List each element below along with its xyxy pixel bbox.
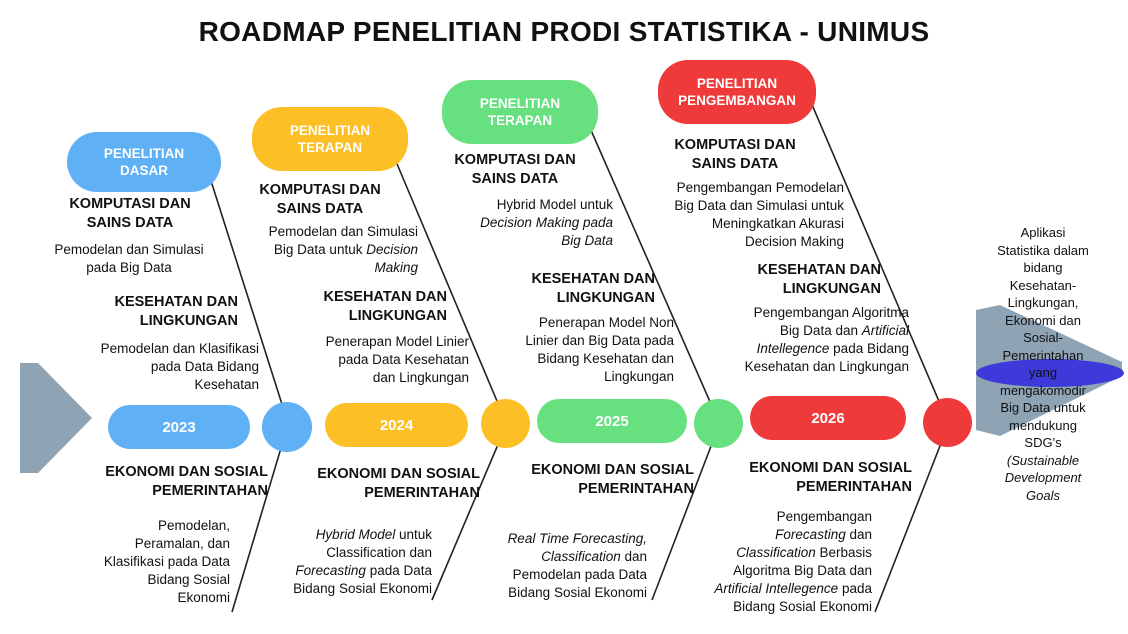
- stage2-bottom-text-line2: Classification dan: [326, 545, 432, 560]
- stage3-bottom-text-line3: Pemodelan pada Data: [512, 567, 647, 582]
- stage2-top-text-2: [270, 333, 469, 387]
- stage4-label-line2: PENGEMBANGAN: [678, 93, 796, 108]
- stage2-year-pill: 2024: [325, 403, 468, 447]
- stage1-top-heading-2-line1: KESEHATAN DAN: [114, 294, 238, 310]
- outcome-text: [978, 224, 1108, 504]
- stage4-top-heading-1-line1: KOMPUTASI DAN: [674, 137, 796, 153]
- stage3-bottom-text-line2a: Classification: [541, 549, 621, 564]
- outcome-line7: Sosial-: [1023, 330, 1063, 345]
- stage4-bottom-heading-line2: PEMERINTAHAN: [796, 479, 912, 495]
- stage2-top-text-2-line3: dan Lingkungan: [372, 370, 469, 385]
- stage4-top-text-1-line1: Pengembangan Pemodelan: [676, 180, 844, 195]
- stage1-year-pill: 2023: [108, 405, 250, 449]
- stage3-top-text-1-line1: Hybrid Model untuk: [496, 197, 613, 212]
- stage1-top-text-1-line1: Pemodelan dan Simulasi: [54, 242, 204, 257]
- stage4-label-line1: PENELITIAN: [696, 76, 778, 91]
- stage1-top-heading-1-line2: SAINS DATA: [86, 215, 174, 231]
- stage3-top-text-2-line3: Bidang Kesehatan dan: [537, 351, 674, 366]
- stage3-top-text-2-line4: Lingkungan: [604, 369, 674, 384]
- stage2-top-text-1-line2b: Decision: [366, 242, 418, 257]
- stage3-top-text-1-line3: Big Data: [561, 233, 613, 248]
- stage4-top-heading-1-line2: SAINS DATA: [691, 156, 779, 172]
- stage2-bottom-text-line3a: Forecasting: [295, 563, 366, 578]
- stage2-top-heading-2-line2: LINGKUNGAN: [348, 308, 447, 324]
- stage1-top-text-2-line3: Kesehatan: [194, 377, 259, 392]
- stage1-bottom-heading: [40, 463, 268, 501]
- stage2-dot: [481, 399, 530, 448]
- stage1-top-heading-1-line1: KOMPUTASI DAN: [69, 196, 191, 212]
- stage2-bottom-text-line4: Bidang Sosial Ekonomi: [293, 581, 432, 596]
- stage2-bottom-heading-line1: EKONOMI DAN SOSIAL: [317, 466, 480, 482]
- outcome-line11: Big Data untuk: [1000, 400, 1086, 415]
- stage4-bottom-heading-line1: EKONOMI DAN SOSIAL: [749, 460, 912, 476]
- stage1-bottom-text: [40, 517, 230, 607]
- stage1-top-heading-1: [50, 195, 210, 233]
- stage1-label-line1: PENELITIAN: [103, 146, 185, 161]
- stage3-dot: [694, 399, 743, 448]
- outcome-line8: Pemerintahan: [1002, 347, 1084, 363]
- stage1-label-pill: [67, 132, 221, 192]
- stage4-bottom-text: [660, 508, 872, 616]
- bone-line-stage4-bottom: [875, 428, 947, 612]
- stage1-bottom-text-line5: Ekonomi: [177, 590, 230, 605]
- stage3-top-text-2: [470, 314, 674, 386]
- stage2-top-text-2-line1: Penerapan Model Linier: [325, 334, 469, 349]
- stage4-bottom-text-line5a: Artificial Intellegence: [714, 581, 839, 596]
- outcome-line12: mendukung: [1009, 417, 1077, 433]
- stage2-top-text-1-line2a: Big Data untuk: [273, 242, 367, 257]
- outcome-line13: SDG's: [1024, 435, 1062, 450]
- stage1-top-text-1-line2: pada Big Data: [86, 260, 172, 275]
- stage1-bottom-heading-line1: EKONOMI DAN SOSIAL: [105, 464, 268, 480]
- stage2-top-text-2-line2: pada Data Kesehatan: [338, 352, 469, 367]
- stage4-dot: [923, 398, 972, 447]
- stage2-top-heading-1: [240, 181, 400, 219]
- stage1-bottom-text-line4: Bidang Sosial: [147, 572, 230, 587]
- stage1-bottom-text-line1: Pemodelan,: [157, 518, 230, 533]
- stage1-top-text-2: [40, 340, 259, 394]
- outcome-line1: Aplikasi: [1020, 225, 1066, 240]
- stage3-label-line2: TERAPAN: [487, 113, 553, 128]
- stage3-bottom-text-line4: Bidang Sosial Ekonomi: [508, 585, 647, 600]
- stage2-top-heading-2-line1: KESEHATAN DAN: [323, 289, 447, 305]
- stage4-top-text-2-line1: Pengembangan Algoritma: [753, 305, 909, 320]
- stage3-top-heading-1-line2: SAINS DATA: [471, 171, 559, 187]
- stage2-label-line2: TERAPAN: [297, 140, 363, 155]
- stage1-top-text-1: [24, 241, 234, 277]
- stage3-top-text-1: [420, 196, 613, 250]
- stage3-label-pill: [442, 80, 598, 144]
- stage4-top-text-2-line3a: Intellegence: [756, 341, 830, 356]
- stage4-top-text-2-line4: Kesehatan dan Lingkungan: [744, 359, 909, 374]
- stage1-top-text-2-line1: Pemodelan dan Klasifikasi: [100, 341, 259, 356]
- outcome-line14a: (: [1006, 452, 1012, 468]
- outcome-line10: mengakomodir: [1000, 382, 1086, 398]
- outcome-line16: Goals: [1026, 487, 1060, 503]
- stage2-bottom-heading: [270, 465, 480, 503]
- stage4-bottom-heading: [700, 459, 912, 497]
- stage2-top-text-1-line3: Making: [374, 260, 418, 275]
- stage3-top-text-2-line2: Linier dan Big Data pada: [525, 333, 674, 348]
- stage3-top-text-1-line2: Decision Making pada: [480, 215, 613, 230]
- stage4-top-text-2-line3b: pada Bidang: [829, 341, 909, 356]
- stage4-top-heading-1: [655, 136, 815, 174]
- stage3-bottom-heading-line1: EKONOMI DAN SOSIAL: [531, 462, 694, 478]
- stage4-top-heading-2-line1: KESEHATAN DAN: [757, 262, 881, 278]
- stage3-bottom-heading: [480, 461, 694, 499]
- stage2-top-text-1-line1: Pemodelan dan Simulasi: [268, 224, 418, 239]
- stage3-year-pill: 2025: [537, 399, 687, 443]
- stage3-label-line1: PENELITIAN: [479, 96, 561, 111]
- stage3-bottom-heading-line2: PEMERINTAHAN: [578, 481, 694, 497]
- stage1-bottom-text-line2: Peramalan, dan: [134, 536, 230, 551]
- stage3-bottom-text-line1: Real Time Forecasting,: [507, 531, 647, 546]
- stage2-bottom-text-line1b: untuk: [395, 527, 432, 542]
- stage2-top-heading-1-line1: KOMPUTASI DAN: [259, 182, 381, 198]
- stage4-top-heading-2: [680, 261, 881, 299]
- stage3-top-heading-1-line1: KOMPUTASI DAN: [454, 152, 576, 168]
- stage4-bottom-text-line2a: Forecasting: [775, 527, 846, 542]
- stage3-bottom-text: [455, 530, 647, 602]
- stage2-top-text-1: [220, 223, 418, 277]
- stage4-bottom-text-line5b: pada: [838, 581, 872, 596]
- stage2-label-line1: PENELITIAN: [289, 123, 371, 138]
- page-title: ROADMAP PENELITIAN PRODI STATISTIKA - UNIMUS: [198, 16, 930, 47]
- stage2-bottom-text-line1a: Hybrid Model: [315, 527, 396, 542]
- stage4-top-text-1-line2: Big Data dan Simulasi untuk: [674, 198, 844, 213]
- stage4-bottom-text-line4: Algoritma Big Data dan: [733, 563, 872, 578]
- stage3-top-heading-2: [460, 270, 655, 308]
- outcome-line15: Development: [1004, 470, 1082, 485]
- stage2-top-heading-2: [240, 288, 447, 326]
- outcome-line9: yang: [1028, 365, 1058, 380]
- stage1-label-line2: DASAR: [119, 163, 168, 178]
- stage2-label-pill: [252, 107, 408, 171]
- stage4-top-text-2-line2a: Big Data dan: [779, 323, 862, 338]
- outcome-line4: Kesehatan-: [1009, 277, 1077, 293]
- stage3-top-heading-2-line2: LINGKUNGAN: [556, 290, 655, 306]
- stage4-label-pill: [658, 60, 816, 124]
- stage1-bottom-text-line3: Klasifikasi pada Data: [103, 554, 230, 569]
- stage2-bottom-text-line3b: pada Data: [365, 563, 432, 578]
- stage4-top-text-1-line3: Meningkatkan Akurasi: [711, 216, 844, 231]
- stage3-top-text-2-line1: Penerapan Model Non: [538, 315, 674, 330]
- stage2-bottom-text: [240, 526, 432, 598]
- stage1-top-heading-2: [40, 293, 238, 331]
- stage4-bottom-text-line6: Bidang Sosial Ekonomi: [733, 599, 872, 614]
- stage4-top-text-2-line2b: Artificial: [861, 323, 909, 338]
- stage1-top-heading-2-line2: LINGKUNGAN: [139, 313, 238, 329]
- stage1-bottom-heading-line2: PEMERINTAHAN: [152, 483, 268, 499]
- outcome-line3: bidang: [1023, 260, 1063, 275]
- stage4-bottom-text-line2b: dan: [845, 527, 872, 542]
- stage2-top-heading-1-line2: SAINS DATA: [276, 201, 364, 217]
- stage4-bottom-text-line1: Pengembangan: [776, 509, 872, 524]
- stage2-bottom-heading-line2: PEMERINTAHAN: [364, 485, 480, 501]
- stage3-top-heading-2-line1: KESEHATAN DAN: [531, 271, 655, 287]
- stage1-top-text-2-line2: pada Data Bidang: [150, 359, 259, 374]
- outcome-line5: Lingkungan,: [1007, 295, 1079, 310]
- stage1-dot: [262, 402, 312, 452]
- stage4-top-text-1-line4: Decision Making: [744, 234, 844, 249]
- stage4-top-text-1: [620, 179, 844, 251]
- stage4-bottom-text-line3a: Classification: [736, 545, 816, 560]
- stage3-top-heading-1: [435, 151, 595, 189]
- outcome-line6: Ekonomi dan: [1005, 312, 1081, 328]
- stage4-top-heading-2-line2: LINGKUNGAN: [782, 281, 881, 297]
- stage4-bottom-text-line3b: Berbasis: [815, 545, 872, 560]
- outcome-line14b: Sustainable: [1011, 452, 1080, 468]
- stage4-top-text-2: [690, 304, 909, 376]
- outcome-line2: Statistika dalam: [997, 242, 1089, 258]
- stage3-bottom-text-line2b: dan: [620, 549, 647, 564]
- stage4-year-pill: 2026: [750, 396, 906, 440]
